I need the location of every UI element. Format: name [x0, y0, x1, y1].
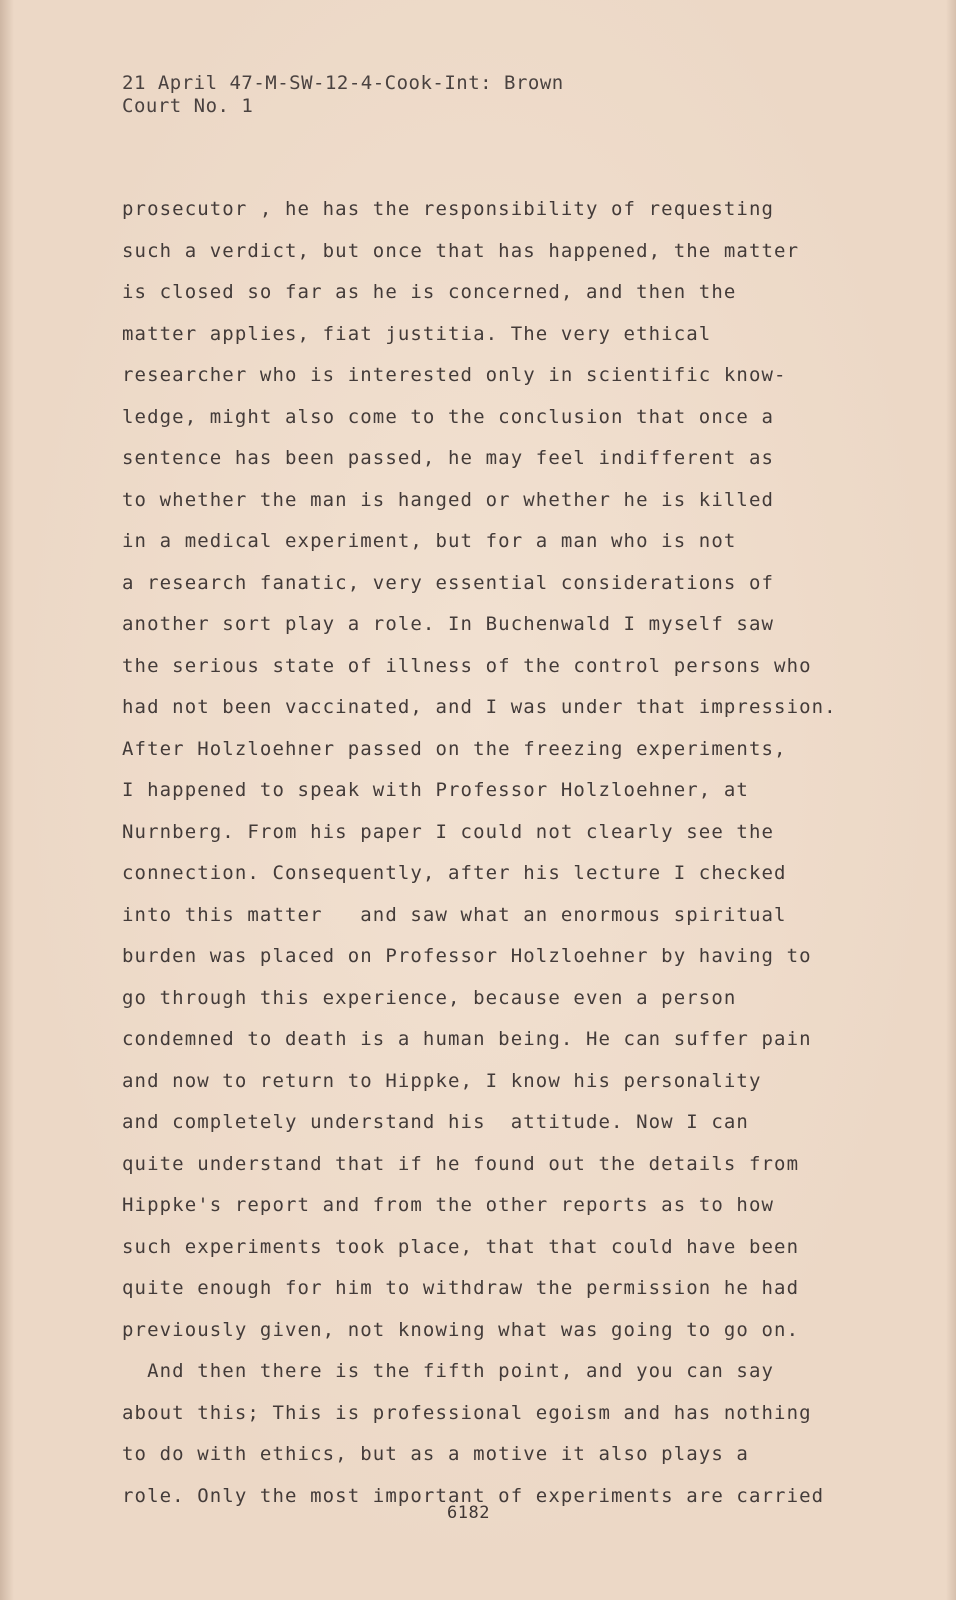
transcript-line: such a verdict, but once that has happened, the matter: [122, 239, 800, 262]
transcript-line: condemned to death is a human being. He can suffer pain: [122, 1028, 812, 1050]
transcript-line: burden was placed on Professor Holzloehner by having to: [122, 945, 812, 967]
document-header: [122, 72, 564, 118]
transcript-line: another sort play a role. In Buchenwald I myself saw: [122, 613, 775, 635]
transcript-line: previously given, not knowing what was going to go on.: [122, 1318, 800, 1341]
transcript-line: ledge, might also come to the conclusion that once a: [122, 405, 775, 428]
transcript-body: [122, 195, 842, 1523]
header-date-reference: 21 April 47-M-SW-12-4-Cook-Int: Brown: [122, 72, 564, 94]
transcript-line: is closed so far as he is concerned, and then the: [122, 281, 737, 303]
transcript-line: Hippke's report and from the other reports as to how: [122, 1194, 775, 1216]
transcript-line: matter applies, fiat justitia. The very ethical: [122, 322, 712, 345]
transcript-line: And then there is the fifth point, and you can say: [122, 1360, 775, 1382]
page-right-edge-shadow: [946, 0, 956, 1600]
transcript-line: to do with ethics, but as a motive it also plays a: [122, 1443, 749, 1465]
transcript-line: and completely understand his attitude. Now I can: [122, 1111, 749, 1133]
transcript-line: I happened to speak with Professor Holzloehner, at: [122, 779, 749, 801]
transcript-line: prosecutor , he has the responsibility of requesting: [122, 198, 775, 220]
transcript-line: role. Only the most important of experiments are carried: [122, 1484, 825, 1507]
transcript-line: quite understand that if he found out the details from: [122, 1152, 800, 1175]
transcript-line: into this matter and saw what an enormous spiritual: [122, 903, 787, 926]
transcript-line: had not been vaccinated, and I was under that impression.: [122, 696, 837, 718]
header-court-number: Court No. 1: [122, 95, 254, 117]
transcript-line: about this; This is professional egoism and has nothing: [122, 1401, 812, 1424]
transcript-line: go through this experience, because even a person: [122, 986, 737, 1009]
transcript-line: such experiments took place, that that could have been: [122, 1235, 800, 1258]
page-number: 6182: [447, 1503, 490, 1523]
transcript-line: quite enough for him to withdraw the permission he had: [122, 1277, 800, 1299]
page-left-edge-shadow: [0, 0, 14, 1600]
transcript-line: researcher who is interested only in scientific know-: [122, 364, 787, 386]
transcript-line: connection. Consequently, after his lecture I checked: [122, 862, 787, 884]
transcript-line: Nurnberg. From his paper I could not clearly see the: [122, 820, 775, 843]
transcript-line: a research fanatic, very essential considerations of: [122, 571, 775, 594]
transcript-line: in a medical experiment, but for a man who is not: [122, 530, 737, 552]
transcript-line: After Holzloehner passed on the freezing experiments,: [122, 737, 787, 760]
transcript-line: and now to return to Hippke, I know his personality: [122, 1069, 762, 1092]
transcript-line: sentence has been passed, he may feel indifferent as: [122, 447, 775, 469]
transcript-line: the serious state of illness of the control persons who: [122, 654, 812, 677]
transcript-line: to whether the man is hanged or whether he is killed: [122, 488, 775, 511]
